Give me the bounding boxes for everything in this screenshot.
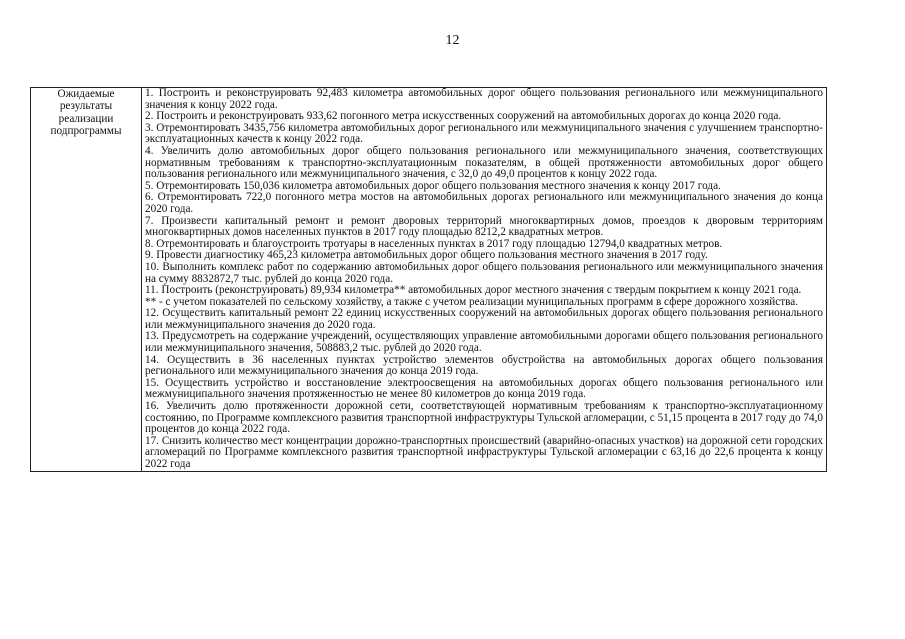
result-item: 13. Предусмотреть на содержание учреждений, осуществляющих управление автомобильными дорогами общего пользования регионального или межмуниципального значения, 508883,2 тыс. рублей до 2020 года. [145, 330, 823, 355]
table-row [31, 88, 827, 472]
result-item: 8. Отремонтировать и благоустроить тротуары в населенных пунктах в 2017 году площадью 12794,0 квадратных метров. [145, 237, 723, 250]
result-item: 12. Осуществить капитальный ремонт 22 единиц искусственных сооружений на автомобильных дорогах общего пользования регионального или межмуниципального значения до 2020 года. [145, 307, 823, 331]
page-number: 12 [445, 33, 460, 48]
result-item: 4. Увеличить долю автомобильных дорог общего пользования регионального или межмуниципального значения, соответствующих нормативным требованиям к транспортно-эксплуатационным показателям, в общей протяженности автомобильных дорог общего пользования регионального или межмуниципального значения, с 32,0 до 49,0 процентов к концу 2022 года. [145, 144, 823, 181]
result-item: 17. Снизить количество мест концентрации дорожно-транспортных происшествий (аварийно-опасных участков) на дорожной сети городских агломераций по Программе комплексного развития транспортной инфраструктуры Тульской агломерации с 63,16 до 22,6 процента к концу 2022 года [145, 434, 823, 470]
footnote: ** - с учетом показателей по сельскому хозяйству, а также с учетом реализации муниципальных программ в сфере дорожного хозяйства. [145, 295, 798, 308]
row-label-cell [31, 88, 142, 472]
result-item: 2. Построить и реконструировать 933,62 погонного метра искусственных сооружений на автомобильных дорогах до конца 2020 года. [145, 110, 782, 123]
expected-results-cell [142, 88, 827, 472]
result-item: 6. Отремонтировать 722,0 погонного метра мостов на автомобильных дорогах регионального или межмуниципального значения до конца 2020 года. [145, 191, 823, 215]
result-item: 5. Отремонтировать 150,036 километра автомобильных дорог общего пользования местного значения к концу 2017 года. [145, 179, 721, 192]
subprogram-passport-table [30, 87, 827, 472]
result-item: 3. Отремонтировать 3435,756 километра автомобильных дорог регионального или межмуниципального значения с улучшением транспортно-эксплуатационных качеств к концу 2022 года. [145, 121, 823, 146]
result-item: 9. Провести диагностику 465,23 километра автомобильных дорог общего пользования местного значения в 2017 году. [145, 249, 708, 262]
result-item: 11. Построить (реконструировать) 89,934 километра** автомобильных дорог местного значения с твердым покрытием к концу 2021 года. [145, 284, 802, 297]
result-item: 14. Осуществить в 36 населенных пунктах устройство элементов обустройства на автомобильных дорогах общего пользования регионального или межмуниципального значения до конца 2019 года. [145, 353, 823, 378]
result-item: 7. Произвести капитальный ремонт и ремонт дворовых территорий многоквартирных домов, проездов к дворовым территориям многоквартирных домов населенных пунктов в 2017 году площадью 8212,2 квадратных метров. [145, 214, 823, 239]
row-label-line: результаты [59, 100, 113, 113]
row-label-line: подпрограммы [50, 125, 122, 138]
row-label-line: реализации [58, 112, 114, 125]
result-item: 1. Построить и реконструировать 92,483 километра автомобильных дорог общего пользования регионального или межмуниципального значения к концу 2022 года. [145, 87, 823, 111]
result-item: 10. Выполнить комплекс работ по содержанию автомобильных дорог общего пользования регионального или межмуниципального значения на сумму 8832872,7 тыс. рублей до конца 2020 года. [145, 260, 823, 285]
row-label-line: Ожидаемые [57, 88, 115, 100]
result-item: 16. Увеличить долю протяженности дорожной сети, соответствующей нормативным требованиям к транспортно-эксплуатационному состоянию, по Программе комплексного развития транспортной инфраструктуры Тульской агломерации, с 51,15 процента в 2017 году до 74,0 процентов до конца 2022 года. [145, 400, 823, 436]
result-item: 15. Осуществить устройство и восстановление электроосвещения на автомобильных дорогах общего пользования регионального или межмуниципального значения протяженностью не менее 80 километров до конца 2019 года. [145, 376, 823, 401]
